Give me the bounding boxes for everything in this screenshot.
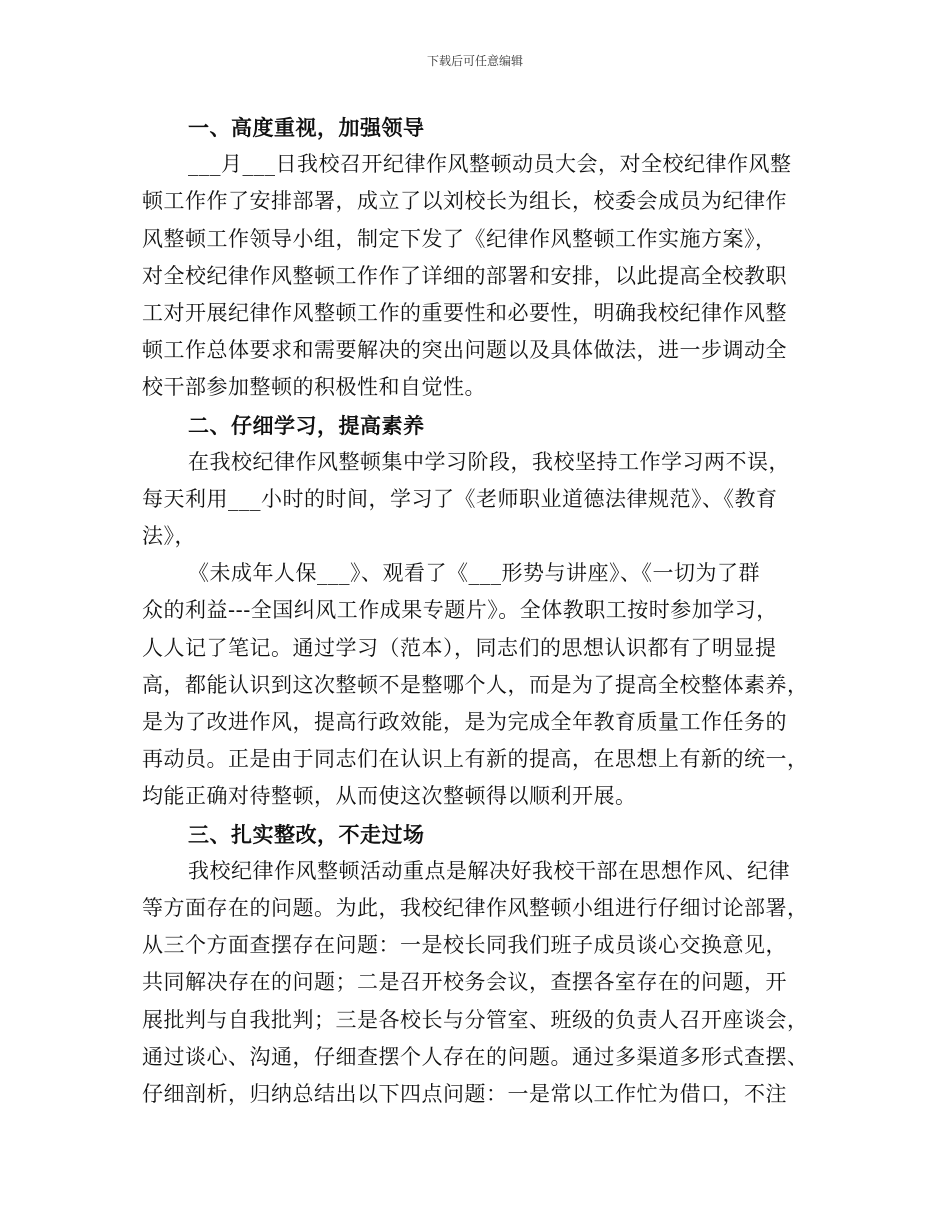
body-text-line: 校干部参加整顿的积极性和自觉性。 [142,375,486,400]
body-text-line: 众的利益---全国纠风工作成果专题片》。全体教职工按时参加学习， [142,598,778,623]
header-note: 下载后可任意编辑 [426,54,523,68]
body-text-line: 风整顿工作领导小组，制定下发了《纪律作风整顿工作实施方案》， [142,226,777,251]
body-text-line: 工对开展纪律作风整顿工作的重要性和必要性，明确我校纪律作风整 [142,300,787,325]
section-heading: 二、仔细学习，提高素养 [188,412,425,438]
body-text-line: 高，都能认识到这次整顿不是整哪个人，而是为了提高全校整体素养， [142,672,809,697]
body-text-line: 均能正确对待整顿，从而使这次整顿得以顺利开展。 [142,784,637,809]
body-text-line: 展批判与自我批判；三是各校长与分管室、班级的负责人召开座谈会， [142,1007,809,1032]
body-text-line: 仔细剖析，归纳总结出以下四点问题：一是常以工作忙为借口，不注 [142,1081,787,1106]
body-text-line: 共同解决存在的问题；二是召开校务会议，查摆各室存在的问题，开 [142,970,787,995]
body-text-line: 是为了改进作风，提高行政效能，是为完成全年教育质量工作任务的 [142,710,787,734]
body-text-line: 顿工作总体要求和需要解决的突出问题以及具体做法，进一步调动全 [142,338,787,363]
body-text-line: 再动员。正是由于同志们在认识上有新的提高，在思想上有新的统一， [142,747,809,772]
body-text-line: 在我校纪律作风整顿集中学习阶段，我校坚持工作学习两不误， [188,449,790,474]
body-text-line: 每天利用___小时的时间，学习了《老师职业道德法律规范》、《教育 [142,486,778,511]
body-text-line: 我校纪律作风整顿活动重点是解决好我校干部在思想作风、纪律 [188,858,790,883]
body-text-line: 顿工作作了安排部署，成立了以刘校长为组长，校委会成员为纪律作 [142,189,787,214]
body-text-line: 人人记了笔记。通过学习（范本），同志们的思想认识都有了明显提 [142,635,777,660]
body-text-line: 通过谈心、沟通，仔细查摆个人存在的问题。通过多渠道多形式查摆、 [142,1044,809,1069]
body-text-line: 从三个方面查摆存在问题：一是校长同我们班子成员谈心交换意见， [142,933,787,958]
section-heading: 三、扎实整改，不走过场 [188,821,425,847]
document-body [142,109,828,1113]
body-text-line: 对全校纪律作风整顿工作作了详细的部署和安排，以此提高全校教职 [142,263,787,288]
body-text-line: ___月___日我校召开纪律作风整顿动员大会，对全校纪律作风整 [188,152,792,177]
body-text-line: 《未成年人保___》、观看了《___形势与讲座》、《一切为了群 [188,561,760,586]
section-heading: 一、高度重视，加强领导 [188,115,425,140]
body-text-line: 等方面存在的问题。为此，我校纪律作风整顿小组进行仔细讨论部署， [142,895,809,920]
body-text-line: 法》， [142,524,196,549]
